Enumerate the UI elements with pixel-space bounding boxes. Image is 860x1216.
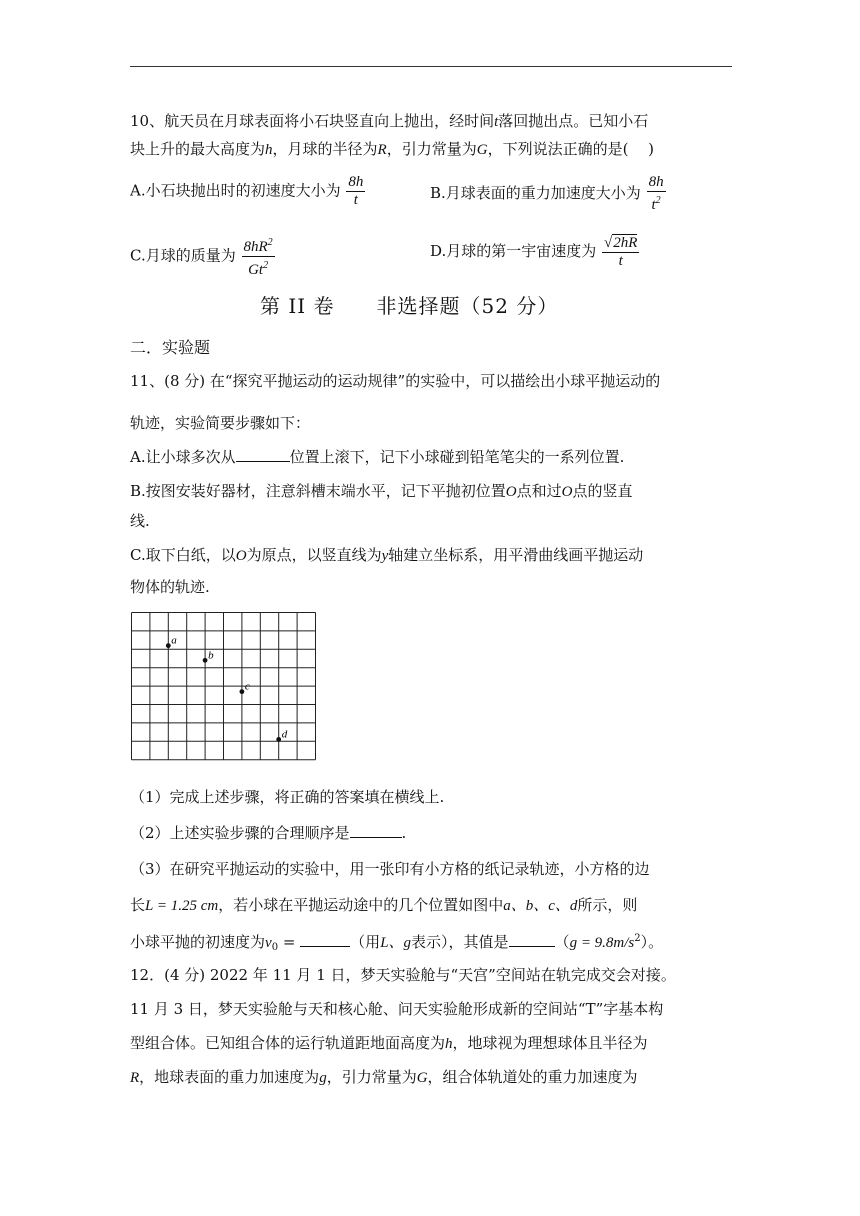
sub3-text: 表示），其值是 xyxy=(411,933,509,951)
fraction-numerator: √2hR xyxy=(604,235,638,251)
sub3-text: （用 xyxy=(350,933,381,951)
q10-line1 xyxy=(130,110,648,133)
sub3-text: ）。 xyxy=(640,933,664,951)
answer-blank[interactable] xyxy=(300,931,350,947)
step-c-text: 为原点，以竖直线为 xyxy=(246,546,382,564)
trajectory-point-d xyxy=(276,737,281,742)
var-y: y xyxy=(381,548,389,564)
option-d-text: D.月球的第一宇宙速度为 xyxy=(430,242,597,260)
vars-L-g: L、g xyxy=(380,935,412,951)
fraction-denominator xyxy=(242,257,275,279)
sub3-text: 所示，则 xyxy=(577,896,638,914)
sub2-text: （2）上述实验步骤的合理顺序是 xyxy=(130,824,350,842)
g-exponent: 2 xyxy=(634,933,641,944)
fraction-denominator: t xyxy=(353,192,358,208)
den-exponent: 2 xyxy=(263,260,269,271)
q10-option-a xyxy=(130,174,366,209)
option-a-text: A.小石块抛出时的初速度大小为 xyxy=(130,181,341,200)
q11-line1: 11、(8 分) 在“探究平抛运动的运动规律”的实验中，可以描绘出小球平抛运动的 xyxy=(130,372,661,390)
q10-text: ，引力常量为 xyxy=(386,140,477,158)
q12-text: ，地球视为理想球体且半径为 xyxy=(452,1034,648,1052)
trajectory-grid-figure xyxy=(131,612,319,772)
var-G: G xyxy=(476,142,488,158)
sub3-text: 长 xyxy=(130,896,146,914)
sqrt-radicand: 2hR xyxy=(613,235,638,251)
trajectory-points xyxy=(166,635,288,742)
q10-text: ，月球的半径为 xyxy=(272,140,378,158)
step-b-text: B.按图安装好器材，注意斜槽末端水平，记下平抛初位置 xyxy=(130,482,506,500)
grid-lines xyxy=(132,613,316,760)
option-c-text: C.月球的质量为 xyxy=(130,246,236,265)
fraction-numerator: 8h xyxy=(348,174,364,190)
q12-line3 xyxy=(130,1032,648,1055)
trajectory-point-a xyxy=(166,643,171,648)
var-g: g xyxy=(319,1070,327,1086)
var-v0: v xyxy=(265,935,272,951)
q12-line2: 11 月 3 日，梦天实验舱与天和核心舱、问天实验舱形成新的空间站“T”字基本构 xyxy=(130,1000,664,1018)
step-a-text: 位置上滚下，记下小球碰到铅笔笔尖的一系列位置. xyxy=(289,448,625,466)
q11-sub3-line2 xyxy=(130,894,637,917)
q11-sub1: （1）完成上述步骤，将正确的答案填在横线上. xyxy=(130,788,445,806)
option-d-fraction xyxy=(602,234,639,270)
fraction-numerator: 8h xyxy=(648,174,664,190)
var-O: O xyxy=(561,484,573,500)
den-base: Gt xyxy=(248,262,264,278)
sub3-text: ，若小球在平抛运动途中的几个位置如图中 xyxy=(218,896,504,914)
part2-title: 第 II 卷 非选择题（52 分） xyxy=(260,294,559,318)
L-equation: L = 1.25 cm xyxy=(145,898,219,914)
q10-option-d xyxy=(430,234,640,270)
var-R: R xyxy=(377,142,387,158)
var-G: G xyxy=(416,1070,428,1086)
num-exponent: 2 xyxy=(267,237,273,248)
option-b-fraction xyxy=(647,174,666,214)
step-a-text: A.让小球多次从 xyxy=(130,448,236,466)
q10-option-b xyxy=(430,174,667,214)
point-label-c: c xyxy=(244,680,250,693)
q10-option-c xyxy=(130,234,276,279)
option-b-text: B.月球表面的重力加速度大小为 xyxy=(430,184,641,202)
answer-blank[interactable] xyxy=(509,931,555,947)
q11-step-b xyxy=(130,480,633,503)
q12-text: 型组合体。已知组合体的运行轨道距地面高度为 xyxy=(130,1034,446,1052)
den-base: t xyxy=(651,197,656,213)
trajectory-point-b xyxy=(203,658,208,663)
num-base: 8hR xyxy=(243,239,268,255)
q12-text: ，地球表面的重力加速度为 xyxy=(139,1068,320,1086)
g-value: g = 9.8m/s xyxy=(569,935,635,951)
q10-text: 块上升的最大高度为 xyxy=(130,140,266,158)
q11-sub3-line1: （3）在研究平抛运动的实验中，用一张印有小方格的纸记录轨迹，小方格的边 xyxy=(130,860,650,878)
q10-text: 10、航天员在月球表面将小石块竖直向上抛出，经时间 xyxy=(130,112,495,130)
var-R: R xyxy=(130,1070,140,1086)
step-c-text: C.取下白纸，以 xyxy=(130,546,236,564)
var-t: t xyxy=(494,114,499,130)
q12-text: ，组合体轨道处的重力加速度为 xyxy=(427,1068,638,1086)
trajectory-point-c xyxy=(240,689,245,694)
q10-text: ，下列说法正确的是( ) xyxy=(487,140,655,158)
point-label-d: d xyxy=(281,728,288,741)
section-title: 二．实验题 xyxy=(130,338,211,357)
q11-step-b-cont: 线. xyxy=(130,512,150,530)
equals-sign: = xyxy=(278,933,301,951)
step-b-text: 点和过 xyxy=(516,482,562,500)
q11-sub3-line3: 小球平抛的初速度为$v_0$ = （用L、g表示），其值是 $(g = 9.8m/s^2)$。 xyxy=(130,933,664,953)
option-a-fraction xyxy=(346,174,365,209)
var-O: O xyxy=(235,548,247,564)
fraction-numerator xyxy=(242,234,275,257)
answer-blank[interactable] xyxy=(236,446,290,462)
sub2-text: . xyxy=(401,824,407,842)
step-c-text: 轴建立坐标系，用平滑曲线画平抛运动 xyxy=(388,546,644,564)
sub3-text: 小球平抛的初速度为 xyxy=(130,933,266,951)
q11-step-c xyxy=(130,544,643,567)
var-h: h xyxy=(445,1036,453,1052)
q12-line1: 12．(4 分) 2022 年 11 月 1 日，梦天实验舱与“天宫”空间站在轨完成交会对接。 xyxy=(130,966,676,984)
header-rule xyxy=(130,66,732,67)
var-O: O xyxy=(505,484,517,500)
var-h: h xyxy=(265,142,273,158)
answer-blank[interactable] xyxy=(350,822,402,838)
q11-step-c-cont: 物体的轨迹. xyxy=(130,578,210,596)
q10-line2 xyxy=(130,138,654,161)
q11-line2: 轨迹，实验简要步骤如下： xyxy=(130,414,311,432)
q10-text: 落回抛出点。已知小石 xyxy=(498,112,649,130)
q11-step-a xyxy=(130,446,624,468)
point-labels: a、b、c、d xyxy=(503,898,578,914)
q12-text: ，引力常量为 xyxy=(326,1068,417,1086)
q12-line4 xyxy=(130,1066,638,1089)
point-label-a: a xyxy=(171,634,177,647)
var-v0-subscript: 0 xyxy=(271,942,279,953)
q11-sub2 xyxy=(130,822,406,844)
option-c-fraction xyxy=(242,234,275,279)
den-exponent: 2 xyxy=(655,195,661,206)
fraction-denominator xyxy=(647,192,666,214)
point-label-b: b xyxy=(208,649,214,662)
fraction-denominator: t xyxy=(618,253,623,269)
step-b-text: 点的竖直 xyxy=(572,482,633,500)
